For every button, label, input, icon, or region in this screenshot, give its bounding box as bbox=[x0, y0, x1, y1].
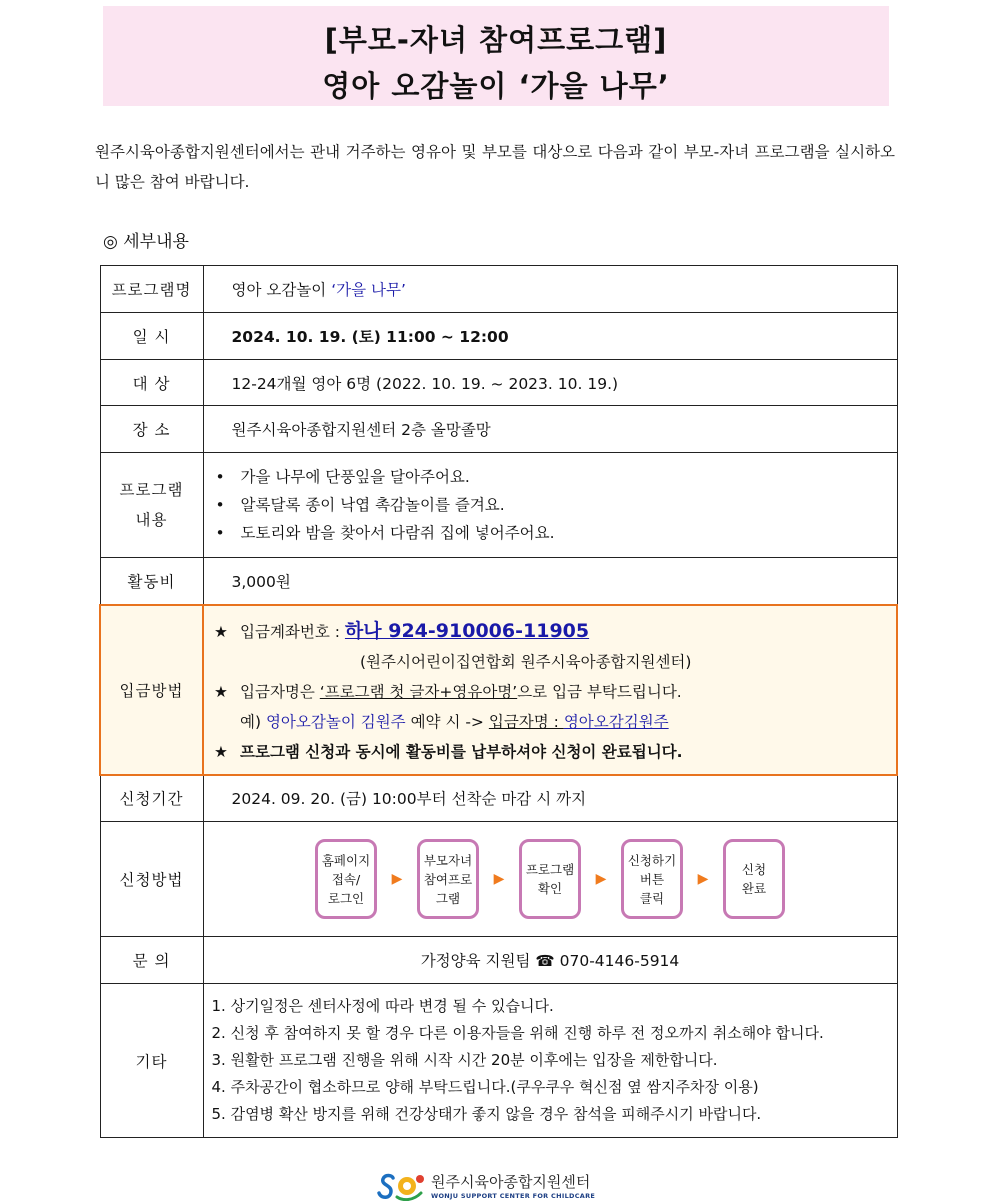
value-notes bbox=[203, 984, 897, 1138]
depositor-rule: ‘프로그램 첫 글자+영유아명’ bbox=[319, 683, 518, 701]
value-fee: 3,000원 bbox=[203, 558, 897, 605]
row-method bbox=[100, 822, 897, 937]
label-contact: 문 의 bbox=[100, 937, 203, 984]
row-fee bbox=[100, 558, 897, 605]
example-label: 입금자명 : bbox=[488, 713, 564, 731]
arrow-right-icon: ▶ bbox=[493, 871, 505, 887]
star-icon: ★ bbox=[214, 743, 228, 761]
note-item: 1. 상기일정은 센터사정에 따라 변경 될 수 있습니다. bbox=[211, 997, 554, 1015]
program-info-table bbox=[99, 265, 898, 1138]
payment-account-line bbox=[214, 616, 896, 647]
label-target: 대 상 bbox=[100, 360, 203, 406]
row-target bbox=[100, 360, 897, 406]
program-name-highlight: ‘가을 나무’ bbox=[331, 281, 406, 299]
value-content bbox=[203, 453, 897, 558]
arrow-right-icon: ▶ bbox=[697, 871, 709, 887]
flow-step-check-program: 프로그램 확인 bbox=[519, 839, 581, 919]
value-program-name bbox=[203, 266, 897, 313]
payment-notice: 프로그램 신청과 동시에 활동비를 납부하셔야 신청이 완료됩니다. bbox=[240, 743, 683, 761]
payment-notice-line bbox=[214, 737, 896, 767]
arrow-right-icon: ▶ bbox=[595, 871, 607, 887]
label-content-line-1: 프로그램 bbox=[119, 481, 184, 499]
example-prefix: 예) bbox=[240, 713, 266, 731]
flow-step-login: 홈페이지 접속/ 로그인 bbox=[315, 839, 377, 919]
star-icon: ★ bbox=[214, 623, 228, 641]
depositor-prefix: 입금자명은 bbox=[240, 683, 320, 701]
label-fee: 활동비 bbox=[100, 558, 203, 605]
content-item: • 알록달록 종이 낙엽 촉감놀이를 즐겨요. bbox=[216, 491, 897, 519]
example-mid: 예약 시 -> bbox=[405, 713, 489, 731]
label-notes: 기타 bbox=[100, 984, 203, 1138]
star-icon: ★ bbox=[214, 683, 228, 701]
label-date: 일 시 bbox=[100, 313, 203, 360]
example-program: 영아오감놀이 김원주 bbox=[265, 713, 406, 731]
label-period: 신청기간 bbox=[100, 775, 203, 822]
label-content bbox=[100, 453, 203, 558]
value-date: 2024. 10. 19. (토) 11:00 ~ 12:00 bbox=[203, 313, 897, 360]
account-holder: (원주시어린이집연합회 원주시육아종합지원센터) bbox=[360, 653, 692, 671]
footer-org-name-en: WONJU SUPPORT CENTER FOR CHILDCARE bbox=[431, 1191, 596, 1200]
note-item: 2. 신청 후 참여하지 못 할 경우 다른 이용자들을 위해 진행 하루 전 정오까지 취소해야 합니다. bbox=[211, 1024, 824, 1042]
section-heading: ◎ 세부내용 bbox=[103, 232, 189, 252]
payment-depositor-line bbox=[214, 677, 896, 707]
title-line-1: [부모-자녀 참여프로그램] bbox=[324, 23, 668, 57]
arrow-right-icon: ▶ bbox=[391, 871, 403, 887]
program-name-prefix: 영아 오감놀이 bbox=[231, 281, 332, 299]
value-contact bbox=[203, 937, 897, 984]
content-list bbox=[204, 463, 897, 547]
label-method: 신청방법 bbox=[100, 822, 203, 937]
note-item: 4. 주차공간이 협소하므로 양해 부탁드립니다.(쿠우쿠우 혁신점 옆 쌈지주차장 이용) bbox=[211, 1078, 759, 1096]
row-contact bbox=[100, 937, 897, 984]
row-notes bbox=[100, 984, 897, 1138]
account-number: 하나 924-910006-11905 bbox=[344, 620, 590, 642]
row-place bbox=[100, 406, 897, 453]
row-program-name bbox=[100, 266, 897, 313]
row-payment bbox=[100, 605, 897, 775]
value-method bbox=[203, 822, 897, 937]
title-line-2: 영아 오감놀이 ‘가을 나무’ bbox=[322, 69, 670, 103]
row-date bbox=[100, 313, 897, 360]
account-prefix: 입금계좌번호 : bbox=[240, 623, 345, 641]
note-item: 3. 원활한 프로그램 진행을 위해 시작 시간 20분 이후에는 입장을 제한합니다. bbox=[211, 1051, 718, 1069]
footer-logo bbox=[375, 1168, 595, 1202]
label-payment: 입금방법 bbox=[100, 605, 203, 775]
intro-paragraph: 원주시육아종합지원센터에서는 관내 거주하는 영유아 및 부모를 대상으로 다음과 같이 부모-자녀 프로그램을 실시하오니 많은 참여 바랍니다. bbox=[95, 143, 895, 191]
row-content bbox=[100, 453, 897, 558]
label-program-name: 프로그램명 bbox=[100, 266, 203, 313]
label-content-line-2: 내용 bbox=[135, 511, 168, 529]
title-banner bbox=[103, 6, 889, 106]
flow-step-complete: 신청 완료 bbox=[723, 839, 785, 919]
label-place: 장 소 bbox=[100, 406, 203, 453]
depositor-suffix: 으로 입금 부탁드립니다. bbox=[517, 683, 682, 701]
note-item: 5. 감염병 확산 방지를 위해 건강상태가 좋지 않을 경우 참석을 피해주시기 바랍니다. bbox=[211, 1105, 762, 1123]
notes-list bbox=[204, 987, 897, 1134]
value-period: 2024. 09. 20. (금) 10:00부터 선착순 마감 시 까지 bbox=[203, 775, 897, 822]
contact-phone: 070-4146-5914 bbox=[554, 952, 680, 970]
value-target: 12-24개월 영아 6명 (2022. 10. 19. ~ 2023. 10. 19.) bbox=[203, 360, 897, 406]
contact-team: 가정양육 지원팀 bbox=[420, 952, 536, 970]
content-item: • 가을 나무에 단풍잎을 달아주어요. bbox=[216, 463, 897, 491]
footer-org-name: 원주시육아종합지원센터 bbox=[431, 1172, 591, 1191]
example-name: 영아오감김원주 bbox=[563, 713, 669, 731]
flow-step-program-menu: 부모자녀 참여프로 그램 bbox=[417, 839, 479, 919]
center-logo-icon bbox=[375, 1169, 427, 1201]
flow-step-click-apply: 신청하기 버튼 클릭 bbox=[621, 839, 683, 919]
payment-example-line bbox=[214, 707, 896, 737]
content-item: • 도토리와 밤을 찾아서 다람쥐 집에 넣어주어요. bbox=[216, 519, 897, 547]
value-place: 원주시육아종합지원센터 2층 올망졸망 bbox=[203, 406, 897, 453]
value-payment bbox=[203, 605, 897, 775]
row-period bbox=[100, 775, 897, 822]
phone-icon: ☎ bbox=[535, 952, 555, 970]
application-flow bbox=[204, 823, 897, 935]
